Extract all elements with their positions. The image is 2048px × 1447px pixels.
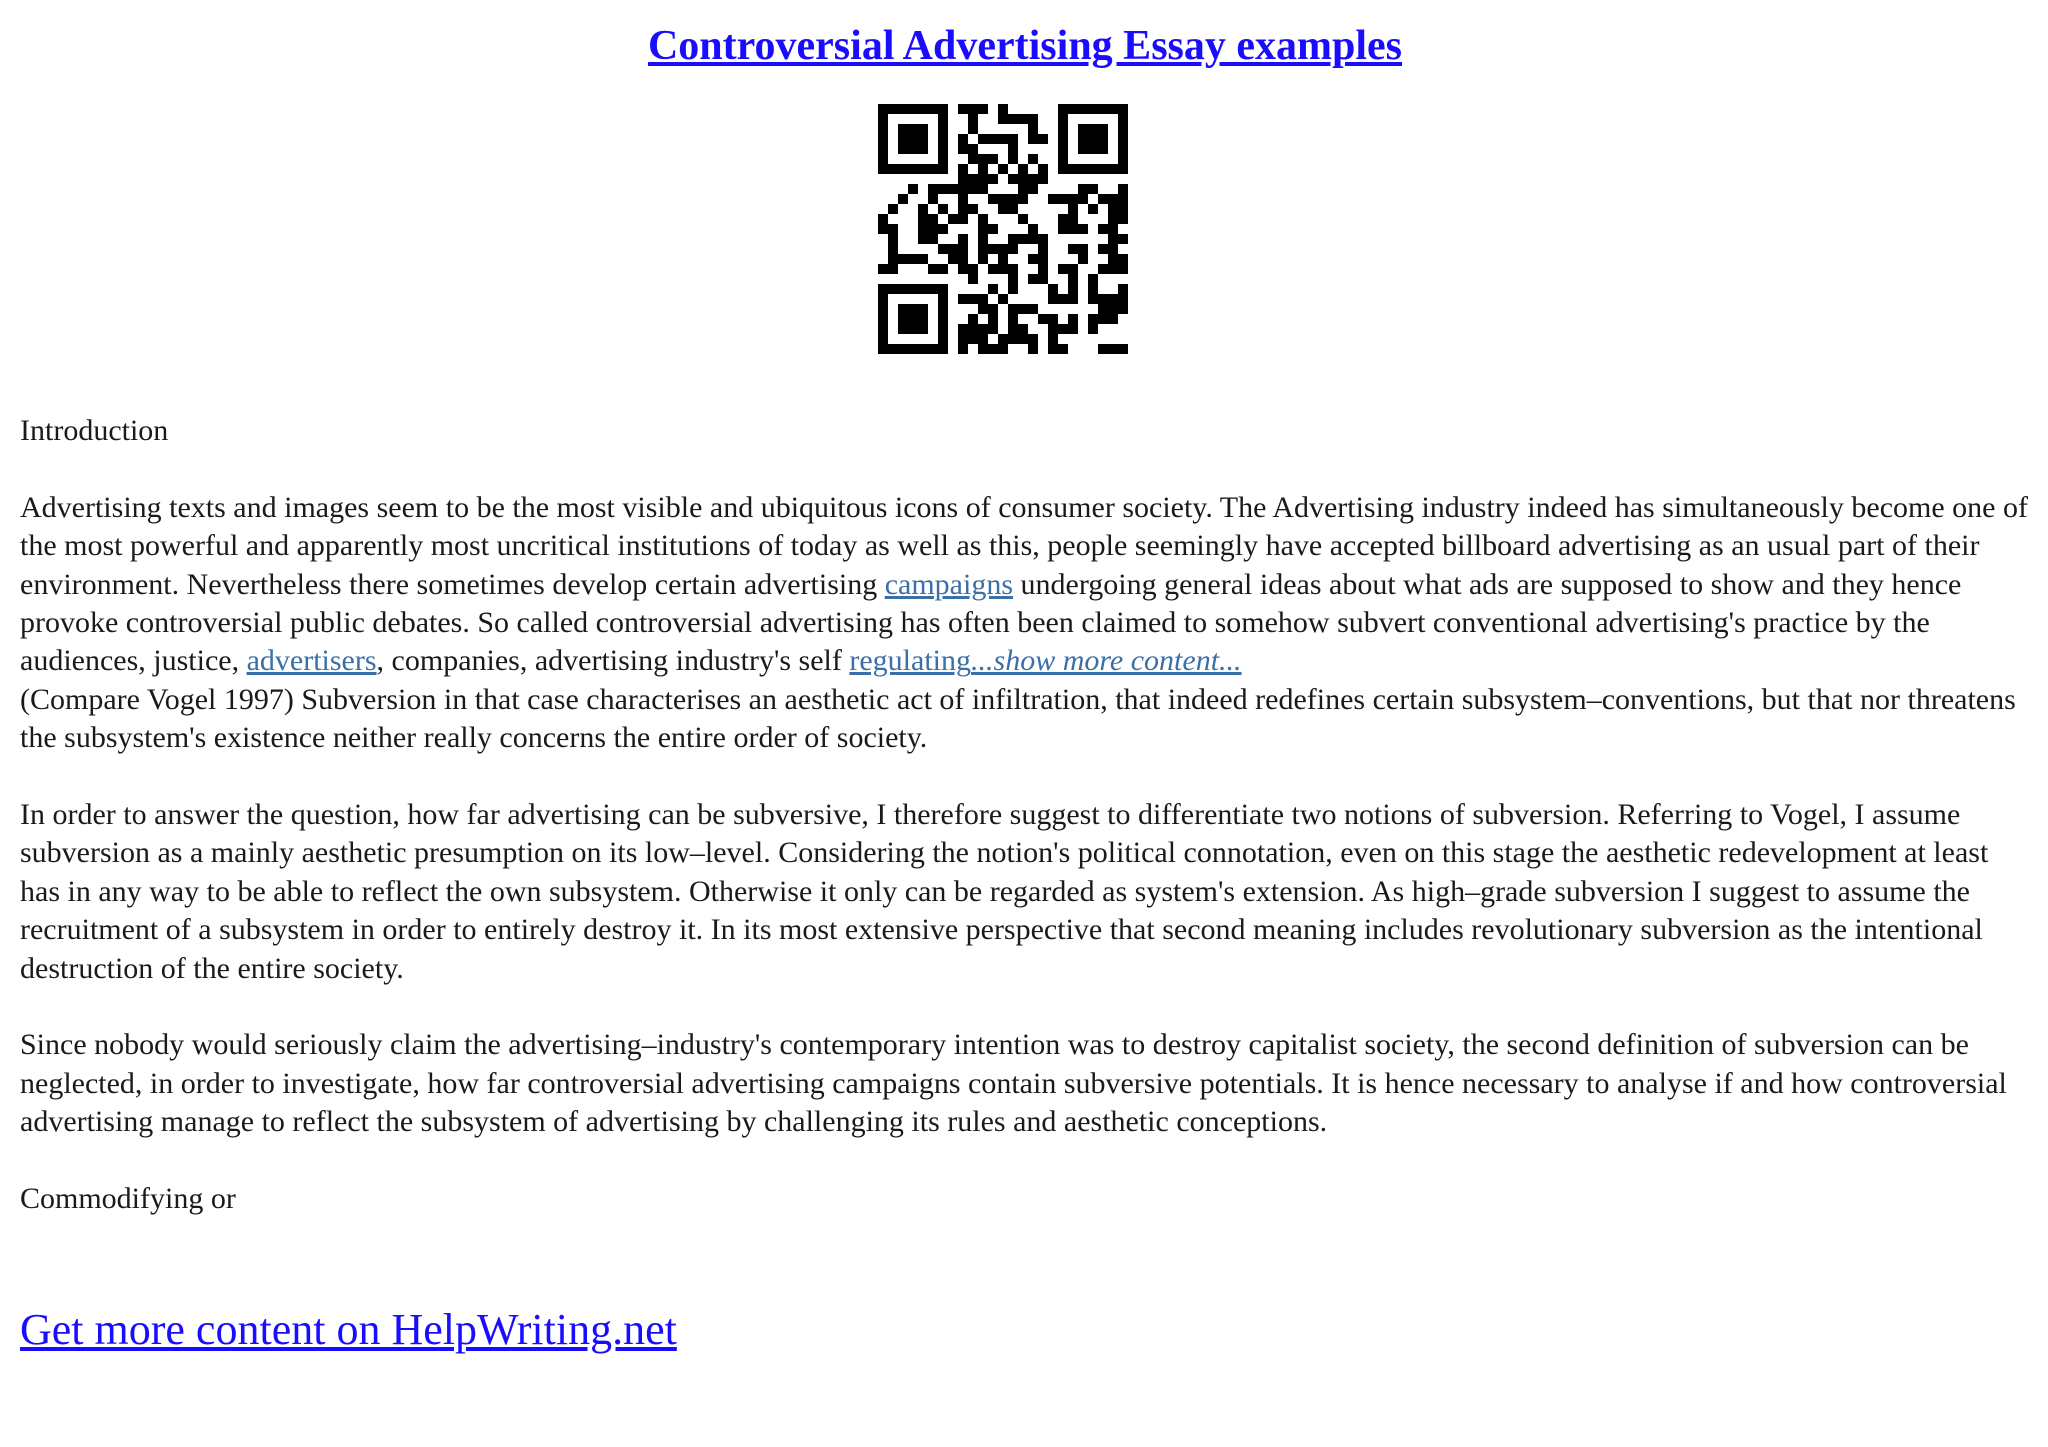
advertisers-link[interactable]: advertisers xyxy=(246,644,377,678)
page-title-link[interactable]: Controversial Advertising Essay examples xyxy=(647,23,1403,69)
paragraph-1-text-a: Advertising texts and images seem to be the most visible and ubiquitous icons of consumer society. The Advertising industry indeed has simultaneously become one of the most powerful and apparently most uncritical institutions of today as well as this, people seemingly have accepted billboard advertising as an usual part of their environment. Nevertheless there sometimes develop certain advertising xyxy=(20,490,2028,601)
paragraph-1 xyxy=(20,489,2030,681)
paragraph-3: In order to answer the question, how far advertising can be subversive, I therefore suggest to differentiate two notions of subversion. Referring to Vogel, I assume subversion as a mainly aesthetic presumption on its low–level. Considering the notion's political connotation, even on this stage the aesthetic redevelopment at least has in any way to be able to reflect the own subsystem. Otherwise it only can be regarded as system's extension. As high–grade subversion I suggest to assume the recruitment of a subsystem in order to entirely destroy it. In its most extensive perspective that second meaning includes revolutionary subversion as the intentional destruction of the entire society. xyxy=(20,798,1989,985)
qr-code-icon xyxy=(878,104,1128,354)
intro-heading: Introduction xyxy=(20,414,169,447)
paragraph-5: Commodifying or xyxy=(20,1182,236,1216)
qr-code-graphic xyxy=(878,104,1128,354)
document-page xyxy=(20,0,2030,74)
spacer xyxy=(20,1142,2030,1180)
paragraph-1-text-b: undergoing general ideas about what ads are supposed to show and they hence provoke controversial public debates. So called controversial advertising has often been claimed to somehow subvert conventional advertising's practice by the audiences, justice, xyxy=(20,567,1962,678)
spacer xyxy=(20,450,2030,488)
paragraph-2: (Compare Vogel 1997) Subversion in that case characterises an aesthetic act of infiltration, that indeed redefines certain subsystem–conventions, but that nor threatens the subsystem's existence neither really concerns the entire order of society. xyxy=(20,682,2016,755)
helpwriting-link[interactable]: Get more content on HelpWriting.net xyxy=(20,1305,677,1354)
spacer xyxy=(20,758,2030,796)
essay-content xyxy=(20,412,2030,1218)
campaigns-link[interactable]: campaigns xyxy=(884,567,1014,601)
title-container xyxy=(20,18,2030,74)
show-more-link[interactable]: ...show more content... xyxy=(971,644,1242,678)
paragraph-4: Since nobody would seriously claim the advertising–industry's contemporary intention was to destroy capitalist society, the second definition of subversion can be neglected, in order to investigate, how far controversial advertising campaigns contain subversive potentials. It is hence necessary to analyse if and how controversial advertising manage to reflect the subsystem of advertising by challenging its rules and aesthetic conceptions. xyxy=(20,1028,2007,1139)
regulating-link[interactable]: regulating xyxy=(849,644,972,678)
paragraph-1-text-c: , companies, advertising industry's self xyxy=(376,644,850,678)
spacer xyxy=(20,988,2030,1026)
